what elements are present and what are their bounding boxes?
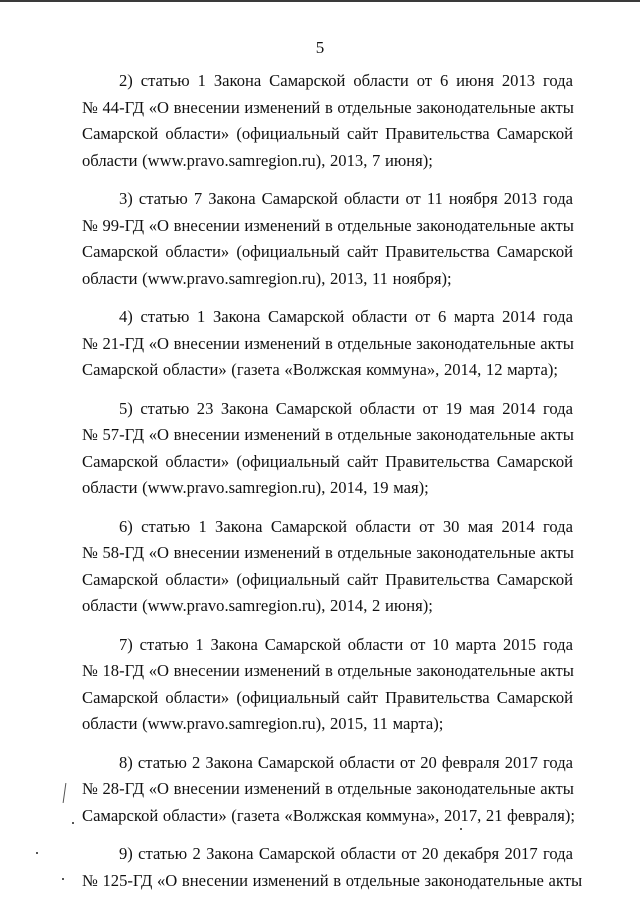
text-line: области (www.pravo.samregion.ru), 2015, 11 марта);	[82, 714, 444, 733]
text-line: области (www.pravo.samregion.ru), 2013, 7 июня);	[82, 150, 433, 170]
text-line: № 125-ГД «О внесении изменений в отдельные законодательные акты	[82, 870, 583, 890]
text-line: № 21-ГД «О внесении изменений в отдельные законодательные акты	[82, 333, 574, 353]
text-line: Самарской области» (официальный сайт Правительства Самарской	[82, 124, 573, 143]
text-line: 7) статью 1 Закона Самарской области от 10 марта 2015 года	[119, 634, 573, 654]
text-line: № 28-ГД «О внесении изменений в отдельные законодательные акты	[82, 779, 574, 798]
text-line: 8) статью 2 Закона Самарской области от 20 февраля 2017 года	[119, 752, 573, 772]
scan-artifact-dot	[72, 822, 74, 824]
text-line: области (www.pravo.samregion.ru), 2013, 11 ноября);	[82, 268, 452, 288]
text-line: 6) статью 1 Закона Самарской области от 30 мая 2014 года	[119, 516, 573, 536]
list-item-9	[82, 841, 583, 894]
text-line: Самарской области» (газета «Волжская коммуна», 2017, 21 февраля);	[82, 805, 575, 825]
text-line: 4) статью 1 Закона Самарской области от 6 марта 2014 года	[119, 307, 573, 326]
text-line: области (www.pravo.samregion.ru), 2014, 2 июня);	[82, 596, 433, 615]
text-line: 5) статью 23 Закона Самарской области от 19 мая 2014 года	[119, 398, 573, 418]
text-line: 9) статью 2 Закона Самарской области от 20 декабря 2017 года	[119, 844, 573, 863]
text-line: Самарской области» (газета «Волжская коммуна», 2014, 12 марта);	[82, 360, 558, 379]
list-item-2	[82, 68, 573, 174]
list-item-6	[82, 514, 573, 620]
list-item-3	[82, 186, 573, 292]
text-line: № 18-ГД «О внесении изменений в отдельные законодательные акты	[82, 661, 574, 680]
list-item-4	[82, 304, 573, 384]
text-line: Самарской области» (официальный сайт Правительства Самарской	[82, 242, 573, 261]
text-line: Самарской области» (официальный сайт Правительства Самарской	[82, 451, 573, 471]
document-body	[82, 68, 583, 906]
text-line: № 57-ГД «О внесении изменений в отдельные законодательные акты	[82, 425, 574, 444]
list-item-8	[82, 750, 573, 830]
text-line: № 44-ГД «О внесении изменений в отдельные законодательные акты	[82, 97, 574, 117]
text-line: Самарской области» (официальный сайт Правительства Самарской	[82, 687, 573, 707]
text-line: № 58-ГД «О внесении изменений в отдельные законодательные акты	[82, 543, 574, 562]
text-line: 3) статью 7 Закона Самарской области от 11 ноября 2013 года	[119, 189, 573, 208]
scan-artifact-dot	[62, 878, 64, 880]
list-item-5	[82, 396, 573, 502]
text-line: № 99-ГД «О внесении изменений в отдельные законодательные акты	[82, 215, 574, 235]
scan-artifact-dot	[36, 852, 38, 854]
page-top-border	[0, 0, 640, 2]
text-line: области (www.pravo.samregion.ru), 2014, 19 мая);	[82, 478, 429, 497]
scan-artifact-dot	[460, 828, 462, 830]
text-line: 2) статью 1 Закона Самарской области от 6 июня 2013 года	[119, 71, 573, 90]
page-number: 5	[315, 38, 325, 57]
list-item-7	[82, 632, 573, 738]
text-line: Самарской области» (официальный сайт Правительства Самарской	[82, 569, 573, 589]
scan-artifact-mark	[63, 783, 67, 803]
